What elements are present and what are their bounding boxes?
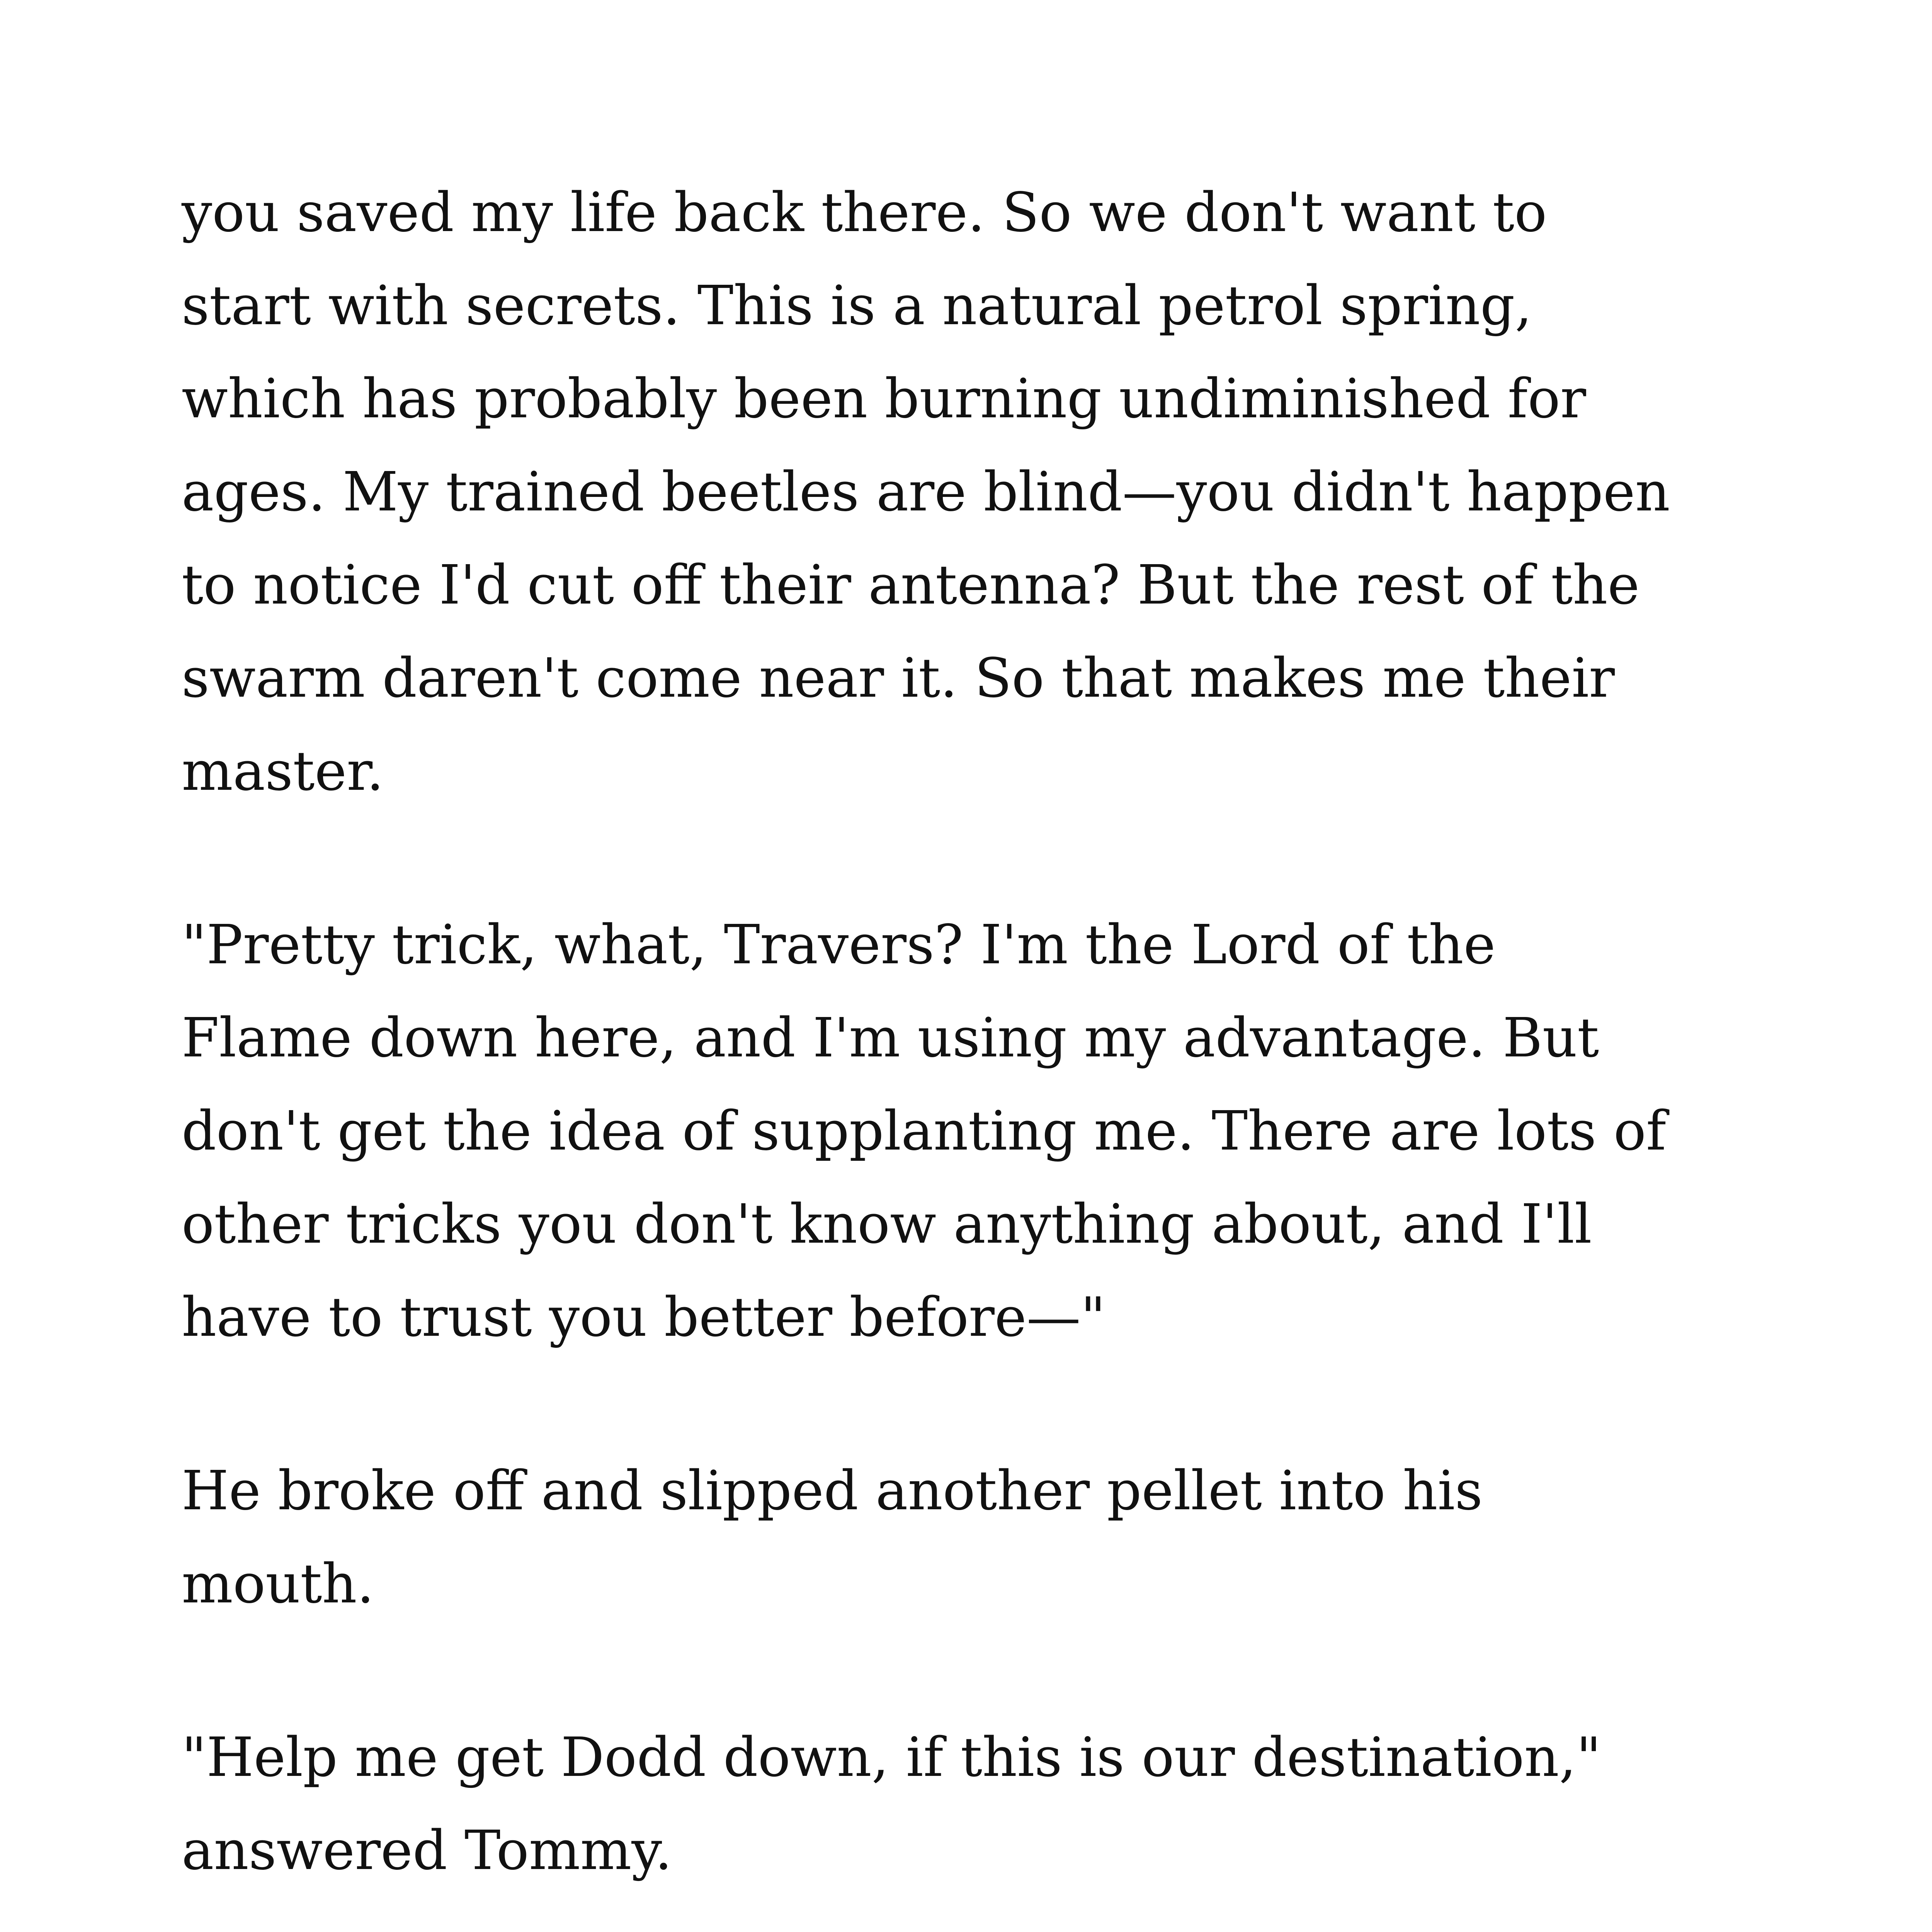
paragraph-4: "Help me get Dodd down, if this is our destination," answered Tommy. — [182, 1726, 1601, 1882]
body-text — [182, 166, 1812, 1932]
paragraph-3: He broke off and slipped another pellet into his mouth. — [182, 1459, 1483, 1616]
paragraph-1: you saved my life back there. So we don't want to start with secrets. This is a natural petrol spring, which has probably been burning undiminished for ages. My trained beetles are blind—you didn't happen to notice I'd cut off their antenna? But the rest of the swarm daren't come near it. So that makes me their master. — [182, 181, 1670, 803]
paragraph-2: "Pretty trick, what, Travers? I'm the Lord of the Flame down here, and I'm using my advantage. But don't get the idea of supplanting me. There are lots of other tricks you don't know anything about, and I'll have to trust you better before—" — [182, 913, 1666, 1349]
